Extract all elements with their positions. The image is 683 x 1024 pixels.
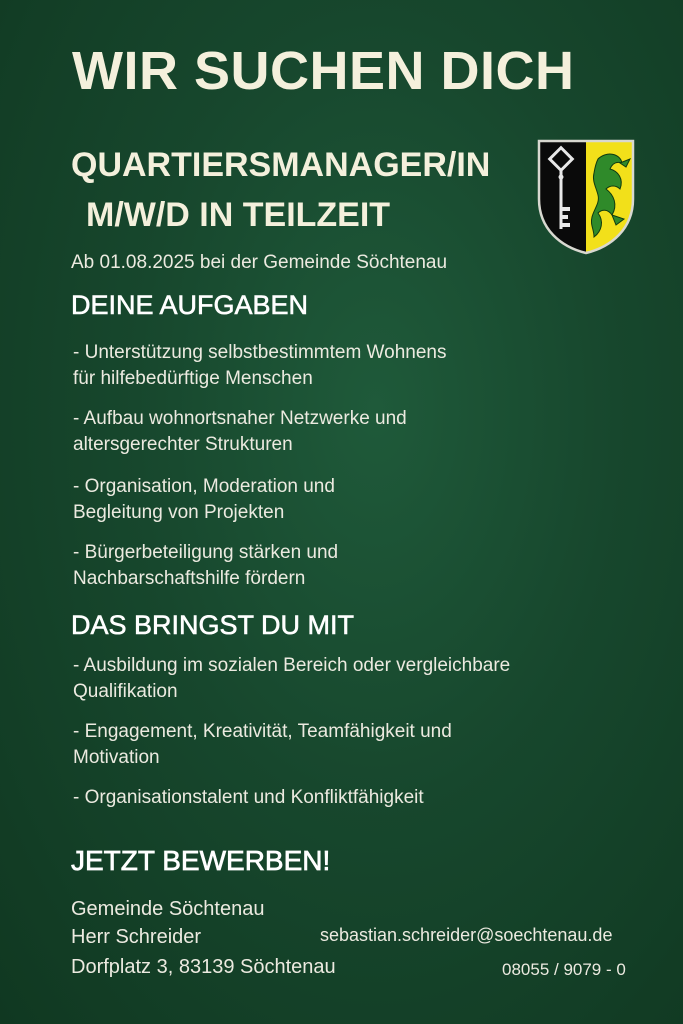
requirement-item-line1: - Engagement, Kreativität, Teamfähigkeit und	[73, 721, 452, 742]
address-line-contact: Herr Schreider	[71, 926, 202, 948]
requirement-item	[73, 785, 613, 811]
task-item-line1: - Organisation, Moderation und	[73, 476, 335, 497]
task-item	[73, 474, 613, 526]
task-item-line2: Begleitung von Projekten	[73, 502, 285, 523]
task-item-line2: für hilfebedürftige Menschen	[73, 368, 313, 389]
task-item	[73, 406, 613, 458]
tasks-heading: DEINE AUFGABEN	[71, 290, 309, 320]
requirement-item	[73, 653, 653, 705]
task-item	[73, 540, 613, 592]
contact-email: sebastian.schreider@soechtenau.de	[320, 925, 613, 945]
headline: WIR SUCHEN DICH	[72, 41, 575, 101]
task-item-line1: - Unterstützung selbstbestimmtem Wohnens	[73, 342, 447, 363]
task-item-line1: - Aufbau wohnortsnaher Netzwerke und	[73, 408, 407, 429]
requirement-item	[73, 719, 613, 771]
start-date-info: Ab 01.08.2025 bei der Gemeinde Söchtenau	[71, 252, 448, 273]
task-item-line2: altersgerechter Strukturen	[73, 434, 293, 455]
requirement-item-line1: - Ausbildung im sozialen Bereich oder vergleichbare	[73, 655, 511, 676]
requirements-heading: DAS BRINGST DU MIT	[71, 610, 355, 640]
task-item-line1: - Bürgerbeteiligung stärken und	[73, 542, 339, 563]
job-title-line1: QUARTIERSMANAGER/IN	[71, 146, 491, 184]
job-title-line2: M/W/D IN TEILZEIT	[86, 196, 391, 234]
requirement-item-line2: Motivation	[73, 747, 160, 768]
coat-of-arms-icon	[536, 137, 636, 255]
apply-heading: JETZT BEWERBEN!	[71, 845, 331, 876]
address-line-street: Dorfplatz 3, 83139 Söchtenau	[71, 956, 336, 978]
requirement-item-line2: Qualifikation	[73, 681, 178, 702]
address-line-municipality: Gemeinde Söchtenau	[71, 898, 265, 920]
contact-phone: 08055 / 9079 - 0	[502, 960, 626, 979]
task-item-line2: Nachbarschaftshilfe fördern	[73, 568, 306, 589]
requirement-item-line1: - Organisationstalent und Konfliktfähigkeit	[73, 787, 424, 808]
task-item	[73, 340, 613, 392]
